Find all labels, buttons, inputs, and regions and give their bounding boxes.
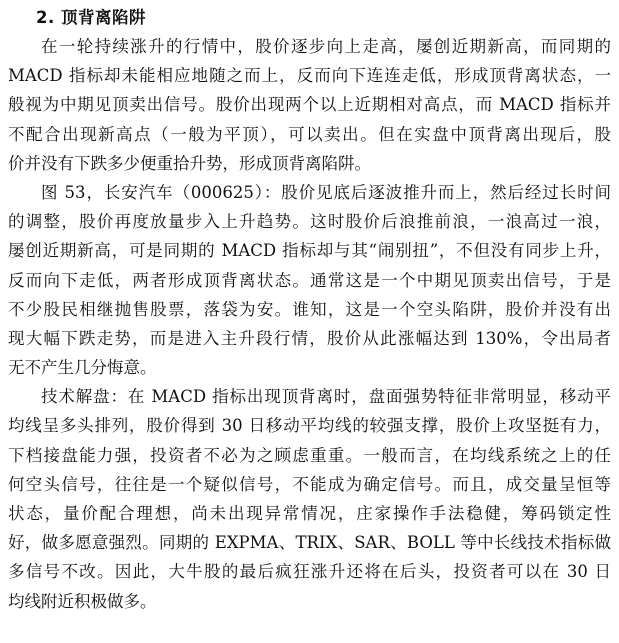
paragraph-figure-53-example xyxy=(8,178,611,382)
text-line: 现大幅下跌走势，而是进入主升段行情，股价从此涨幅达到 130%，令出局者 xyxy=(8,328,611,348)
text-line: 的调整，股价再度放量步入上升趋势。这时股价后浪推前浪，一浪高过一浪， xyxy=(8,212,611,232)
text-line: 不配合出现新高点（一般为平顶），可以卖出。但在实盘中顶背离出现后，股 xyxy=(8,124,611,144)
text-line: 般视为中期见顶卖出信号。股价出现两个以上近期相对高点，而 MACD 指标并 xyxy=(8,95,611,115)
text-line: 多信号不改。因此，大牛股的最后疯狂涨升还将在后头，投资者可以在 30 日 xyxy=(8,562,611,582)
paragraph-top-divergence-intro xyxy=(8,32,611,178)
text-line: 屡创近期新高，可是同期的 MACD 指标却与其“闹别扭”，不但没有同步上升， xyxy=(8,241,611,261)
text-line: 在一轮持续涨升的行情中，股价逐步向上走高，屡创近期新高，而同期的 xyxy=(41,37,611,56)
text-line: 无不产生几分悔意。 xyxy=(8,358,157,378)
text-line: 不少股民相继抛售股票，落袋为安。谁知，这是一个空头陷阱，股价并没有出 xyxy=(8,299,611,319)
text-line: 下档接盘能力强，投资者不必为之顾虑重重。一般而言，在均线系统之上的任 xyxy=(8,445,611,465)
text-line: 价并没有下跌多少便重拾升势，形成顶背离陷阱。 xyxy=(8,153,371,173)
text-line: 反而向下走低，两者形成顶背离状态。通常这是一个中期见顶卖出信号，于是 xyxy=(8,270,611,290)
paragraph-technical-analysis xyxy=(8,382,611,616)
text-line: 图 53，长安汽车（000625）：股价见底后逐波推升而上，然后经过长时间 xyxy=(41,182,611,202)
text-line: 状态，量价配合理想，尚未出现异常情况，庄家操作手法稳健，筹码锁定性 xyxy=(8,504,611,523)
text-line: MACD 指标却未能相应地随之而上，反而向下连连走低，形成顶背离状态，一 xyxy=(8,66,611,86)
text-line: 均线附近积极做多。 xyxy=(8,591,157,611)
text-line: 何空头信号，往往是一个疑似信号，不能成为确定信号。而且，成交量呈恒等 xyxy=(8,474,611,494)
text-line: 好，做多愿意强烈。同期的 EXPMA、TRIX、SAR、BOLL 等中长线技术指标做 xyxy=(8,533,611,553)
text-line: 均线呈多头排列，股价得到 30 日移动平均线的较强支撑，股价上攻坚挺有力， xyxy=(8,416,611,436)
section-heading: 2. 顶背离陷阱 xyxy=(36,8,146,27)
text-line: 技术解盘：在 MACD 指标出现顶背离时，盘面强势特征非常明显，移动平 xyxy=(41,387,611,407)
